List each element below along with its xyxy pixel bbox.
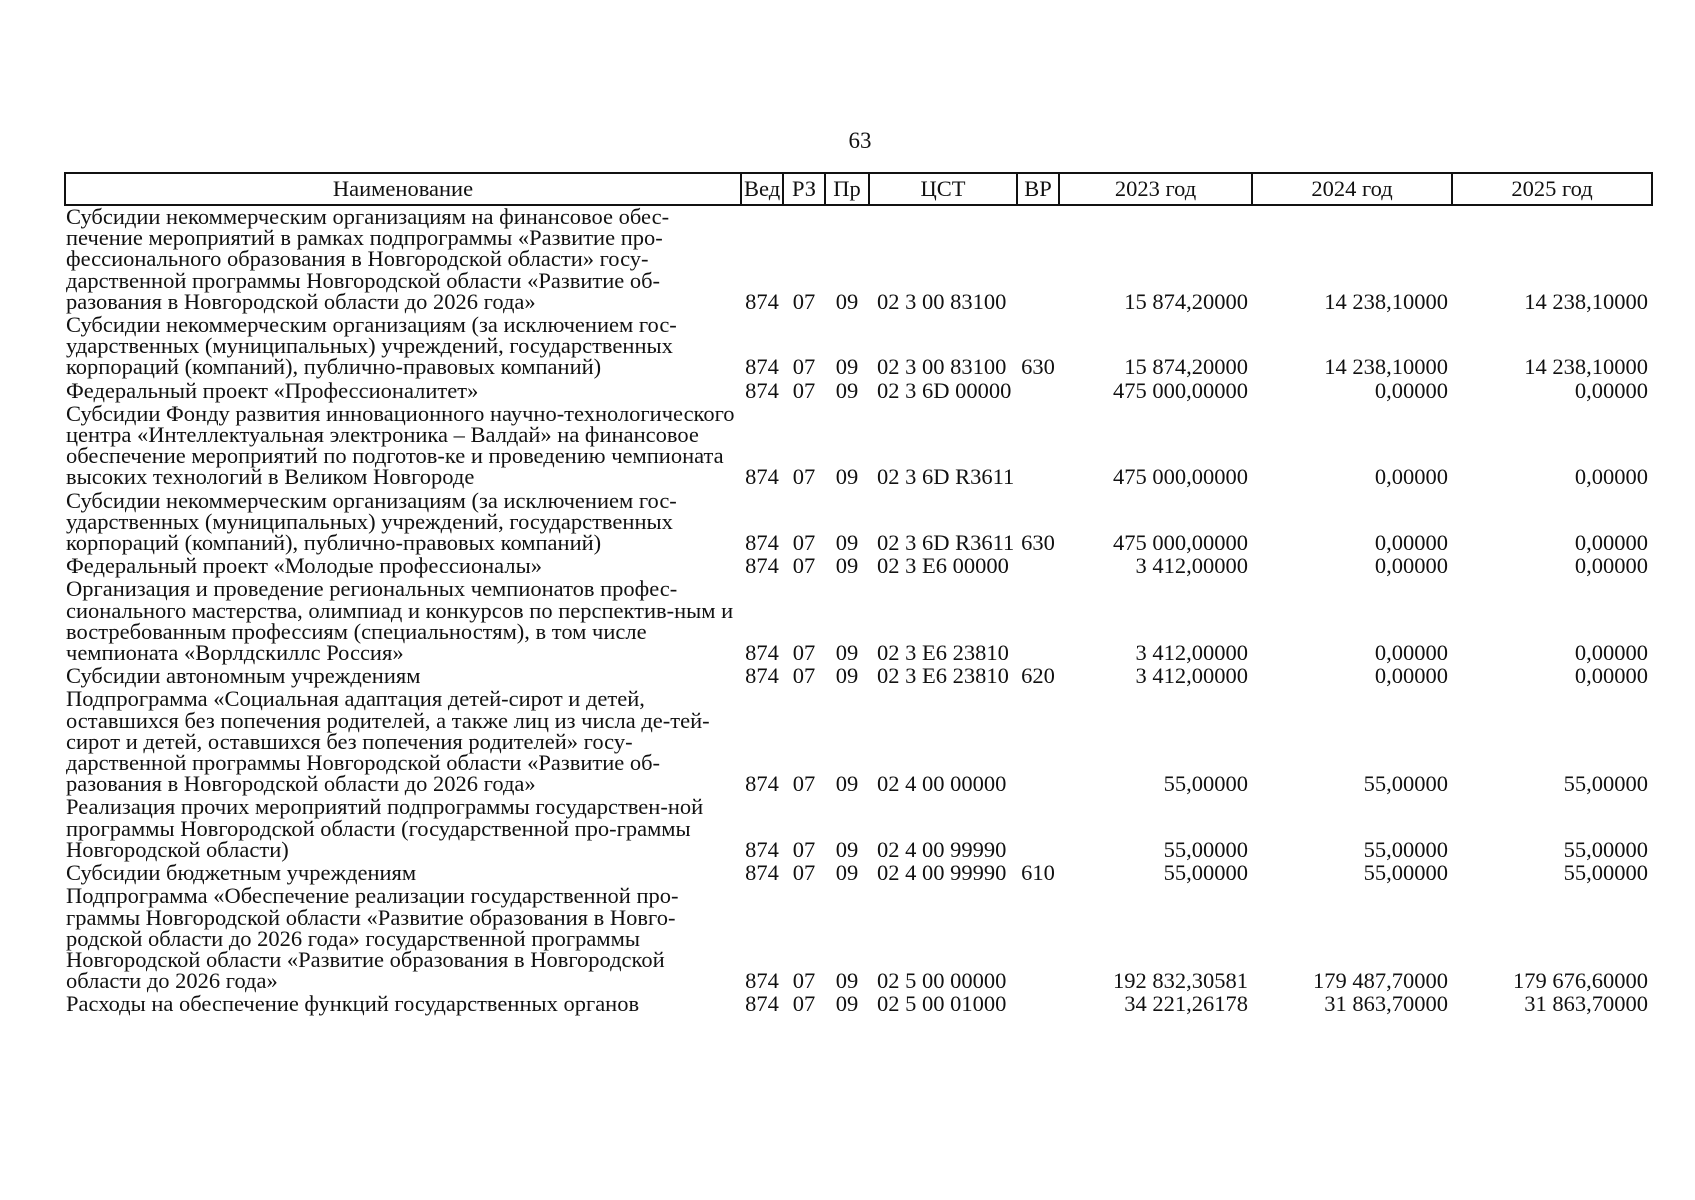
row-name: Подпрограмма «Обеспечение реализации государственной про-граммы Новгородской области «Развитие образования в Новго-родской области до 2026 года» государственной программы Новгородской области «Развитие образования в Новгородской области до 2026 года» — [66, 883, 679, 994]
row-amount-2023: 3 412,00000 — [1135, 640, 1248, 666]
row-cst: 02 3 6D R3611 — [877, 464, 1015, 490]
row-amount-2023: 475 000,00000 — [1113, 530, 1248, 556]
row-ved: 874 — [745, 354, 779, 380]
row-pr: 09 — [835, 377, 859, 403]
table-row — [65, 665, 1652, 688]
row-amount-2025: 0,00000 — [1574, 464, 1648, 490]
table-row — [65, 490, 1652, 556]
row-ved: 874 — [745, 553, 779, 579]
header-2024: 2024 год — [1252, 173, 1452, 205]
row-vr — [1017, 993, 1059, 1016]
row-pr: 09 — [835, 640, 859, 666]
row-name: Организация и проведение региональных чемпионатов профес-сионального мастерства, олимпиад и конкурсов по перспектив-ным и востребованным профессиям (специальностям), в том числе чемпионата «Ворлдскиллс Россия» — [66, 576, 734, 666]
row-cst: 02 5 00 01000 — [877, 991, 1007, 1017]
row-name: Субсидии бюджетным учреждениям — [66, 860, 417, 886]
row-amount-2024: 31 863,70000 — [1324, 991, 1448, 1017]
row-pr: 09 — [835, 288, 859, 314]
row-cst: 02 3 E6 23810 — [877, 663, 1009, 689]
row-name: Расходы на обеспечение функций государственных органов — [66, 991, 640, 1017]
header-ved: Вед — [741, 173, 783, 205]
row-cst: 02 3 E6 23810 — [877, 640, 1009, 666]
table-row — [65, 314, 1652, 380]
row-rz: 07 — [792, 968, 816, 994]
row-amount-2025: 0,00000 — [1574, 530, 1648, 556]
row-ved: 874 — [745, 860, 779, 886]
row-pr: 09 — [835, 354, 859, 380]
row-amount-2025: 0,00000 — [1574, 640, 1648, 666]
row-amount-2025: 55,00000 — [1563, 771, 1648, 797]
row-amount-2024: 55,00000 — [1363, 771, 1448, 797]
header-rz: РЗ — [783, 173, 825, 205]
row-amount-2023: 34 221,26178 — [1124, 991, 1248, 1017]
row-amount-2025: 0,00000 — [1574, 553, 1648, 579]
row-pr: 09 — [835, 991, 859, 1017]
row-cst: 02 4 00 99990 — [877, 860, 1007, 886]
row-amount-2023: 3 412,00000 — [1135, 663, 1248, 689]
row-name: Федеральный проект «Молодые профессионалы» — [66, 553, 542, 579]
row-vr — [1017, 555, 1059, 578]
row-amount-2024: 0,00000 — [1374, 377, 1448, 403]
header-name: Наименование — [65, 173, 741, 205]
row-name: Федеральный проект «Профессионалитет» — [66, 377, 479, 403]
row-vr — [1017, 578, 1059, 665]
row-amount-2024: 0,00000 — [1374, 553, 1448, 579]
row-amount-2023: 475 000,00000 — [1113, 464, 1248, 490]
table-row — [65, 688, 1652, 796]
row-amount-2025: 55,00000 — [1563, 836, 1648, 862]
row-vr — [1017, 885, 1059, 993]
table-row — [65, 380, 1652, 403]
header-pr: Пр — [825, 173, 869, 205]
row-amount-2024: 14 238,10000 — [1324, 354, 1448, 380]
row-name: Реализация прочих мероприятий подпрограммы государствен-ной программы Новгородской области (государственной про-граммы Новгородской области) — [66, 794, 704, 862]
page-number: 63 — [848, 128, 872, 153]
header-2025: 2025 год — [1452, 173, 1652, 205]
row-vr: 610 — [1021, 860, 1055, 886]
table-row — [65, 205, 1652, 314]
table-row — [65, 993, 1652, 1016]
row-vr: 630 — [1021, 354, 1055, 380]
row-pr: 09 — [835, 663, 859, 689]
row-vr: 630 — [1021, 530, 1055, 556]
table-row — [65, 885, 1652, 993]
table-row — [65, 403, 1652, 490]
budget-table — [64, 172, 1653, 1017]
row-name: Субсидии некоммерческим организациям (за исключением гос-ударственных (муниципальных) учреждений, государственных корпораций (компаний), публично-правовых компаний) — [66, 312, 677, 380]
row-amount-2024: 0,00000 — [1374, 663, 1448, 689]
row-name: Субсидии автономным учреждениям — [66, 663, 421, 689]
row-pr: 09 — [835, 771, 859, 797]
row-rz: 07 — [792, 530, 816, 556]
row-ved: 874 — [745, 991, 779, 1017]
row-pr: 09 — [835, 464, 859, 490]
row-amount-2024: 55,00000 — [1363, 860, 1448, 886]
header-2023: 2023 год — [1059, 173, 1252, 205]
row-cst: 02 4 00 00000 — [877, 771, 1007, 797]
row-amount-2023: 55,00000 — [1163, 771, 1248, 797]
row-amount-2025: 31 863,70000 — [1524, 991, 1648, 1017]
row-vr — [1017, 796, 1059, 862]
row-rz: 07 — [792, 640, 816, 666]
header-vr: ВР — [1017, 173, 1059, 205]
row-amount-2023: 192 832,30581 — [1113, 968, 1248, 994]
row-cst: 02 3 00 83100 — [877, 288, 1007, 314]
table-row — [65, 578, 1652, 665]
table-row — [65, 796, 1652, 862]
row-name: Субсидии некоммерческим организациям на финансовое обес-печение мероприятий в рамках подпрограммы «Развитие про-фессионального образования в Новгородской области» госу-дарственной программы Новгородской области «Развитие об-разования в Новгородской области до 2026 года» — [66, 204, 670, 314]
row-ved: 874 — [745, 288, 779, 314]
row-amount-2025: 55,00000 — [1563, 860, 1648, 886]
row-cst: 02 5 00 00000 — [877, 968, 1007, 994]
row-rz: 07 — [792, 288, 816, 314]
row-amount-2024: 0,00000 — [1374, 530, 1448, 556]
row-amount-2025: 14 238,10000 — [1524, 288, 1648, 314]
row-amount-2024: 0,00000 — [1374, 640, 1448, 666]
row-rz: 07 — [792, 464, 816, 490]
row-ved: 874 — [745, 377, 779, 403]
row-ved: 874 — [745, 771, 779, 797]
row-cst: 02 4 00 99990 — [877, 836, 1007, 862]
row-amount-2024: 179 487,70000 — [1313, 968, 1448, 994]
row-amount-2025: 179 676,60000 — [1513, 968, 1648, 994]
table-row — [65, 862, 1652, 885]
row-rz: 07 — [792, 553, 816, 579]
row-vr — [1017, 403, 1059, 490]
row-name: Субсидии некоммерческим организациям (за исключением гос-ударственных (муниципальных) учреждений, государственных корпораций (компаний), публично-правовых компаний) — [66, 487, 677, 556]
row-name: Подпрограмма «Социальная адаптация детей-сирот и детей, оставшихся без попечения родителей, а также лиц из числа де-тей-сирот и детей, оставшихся без попечения родителей» госу-дарственной программы Новгородской области «Развитие об-разования в Новгородской области до 2026 года» — [66, 686, 710, 797]
row-rz: 07 — [792, 663, 816, 689]
row-amount-2024: 55,00000 — [1363, 836, 1448, 862]
row-pr: 09 — [835, 530, 859, 556]
row-rz: 07 — [792, 991, 816, 1017]
row-amount-2023: 15 874,20000 — [1124, 354, 1248, 380]
row-amount-2023: 15 874,20000 — [1124, 288, 1248, 314]
row-ved: 874 — [745, 464, 779, 490]
row-pr: 09 — [835, 968, 859, 994]
row-ved: 874 — [745, 530, 779, 556]
row-amount-2023: 55,00000 — [1163, 860, 1248, 886]
row-cst: 02 3 6D 00000 — [877, 377, 1012, 403]
row-cst: 02 3 6D R3611 — [877, 530, 1015, 556]
table-row — [65, 555, 1652, 578]
row-name: Субсидии Фонду развития инновационного научно-технологического центра «Интеллектуальная электроника – Валдай» на финансовое обеспечение мероприятий по подготов-ке и проведению чемпионата высоких технологий в Великом Новгороде — [66, 400, 735, 490]
row-ved: 874 — [745, 968, 779, 994]
row-amount-2025: 14 238,10000 — [1524, 354, 1648, 380]
row-amount-2024: 0,00000 — [1374, 464, 1448, 490]
table-header-row — [65, 173, 1652, 205]
row-amount-2025: 0,00000 — [1574, 663, 1648, 689]
header-cst: ЦСТ — [869, 173, 1017, 205]
row-rz: 07 — [792, 771, 816, 797]
row-ved: 874 — [745, 640, 779, 666]
row-vr — [1017, 380, 1059, 403]
row-cst: 02 3 E6 00000 — [877, 553, 1009, 579]
row-rz: 07 — [792, 836, 816, 862]
row-ved: 874 — [745, 836, 779, 862]
row-amount-2024: 14 238,10000 — [1324, 288, 1448, 314]
row-rz: 07 — [792, 354, 816, 380]
row-vr — [1017, 205, 1059, 314]
row-amount-2023: 55,00000 — [1163, 836, 1248, 862]
row-rz: 07 — [792, 860, 816, 886]
row-rz: 07 — [792, 377, 816, 403]
row-ved: 874 — [745, 663, 779, 689]
row-pr: 09 — [835, 860, 859, 886]
row-pr: 09 — [835, 553, 859, 579]
row-amount-2025: 0,00000 — [1574, 377, 1648, 403]
row-pr: 09 — [835, 836, 859, 862]
row-amount-2023: 3 412,00000 — [1135, 553, 1248, 579]
row-vr — [1017, 688, 1059, 796]
row-amount-2023: 475 000,00000 — [1113, 377, 1248, 403]
row-cst: 02 3 00 83100 — [877, 354, 1007, 380]
table-body — [65, 205, 1652, 1017]
row-vr: 620 — [1021, 663, 1055, 689]
